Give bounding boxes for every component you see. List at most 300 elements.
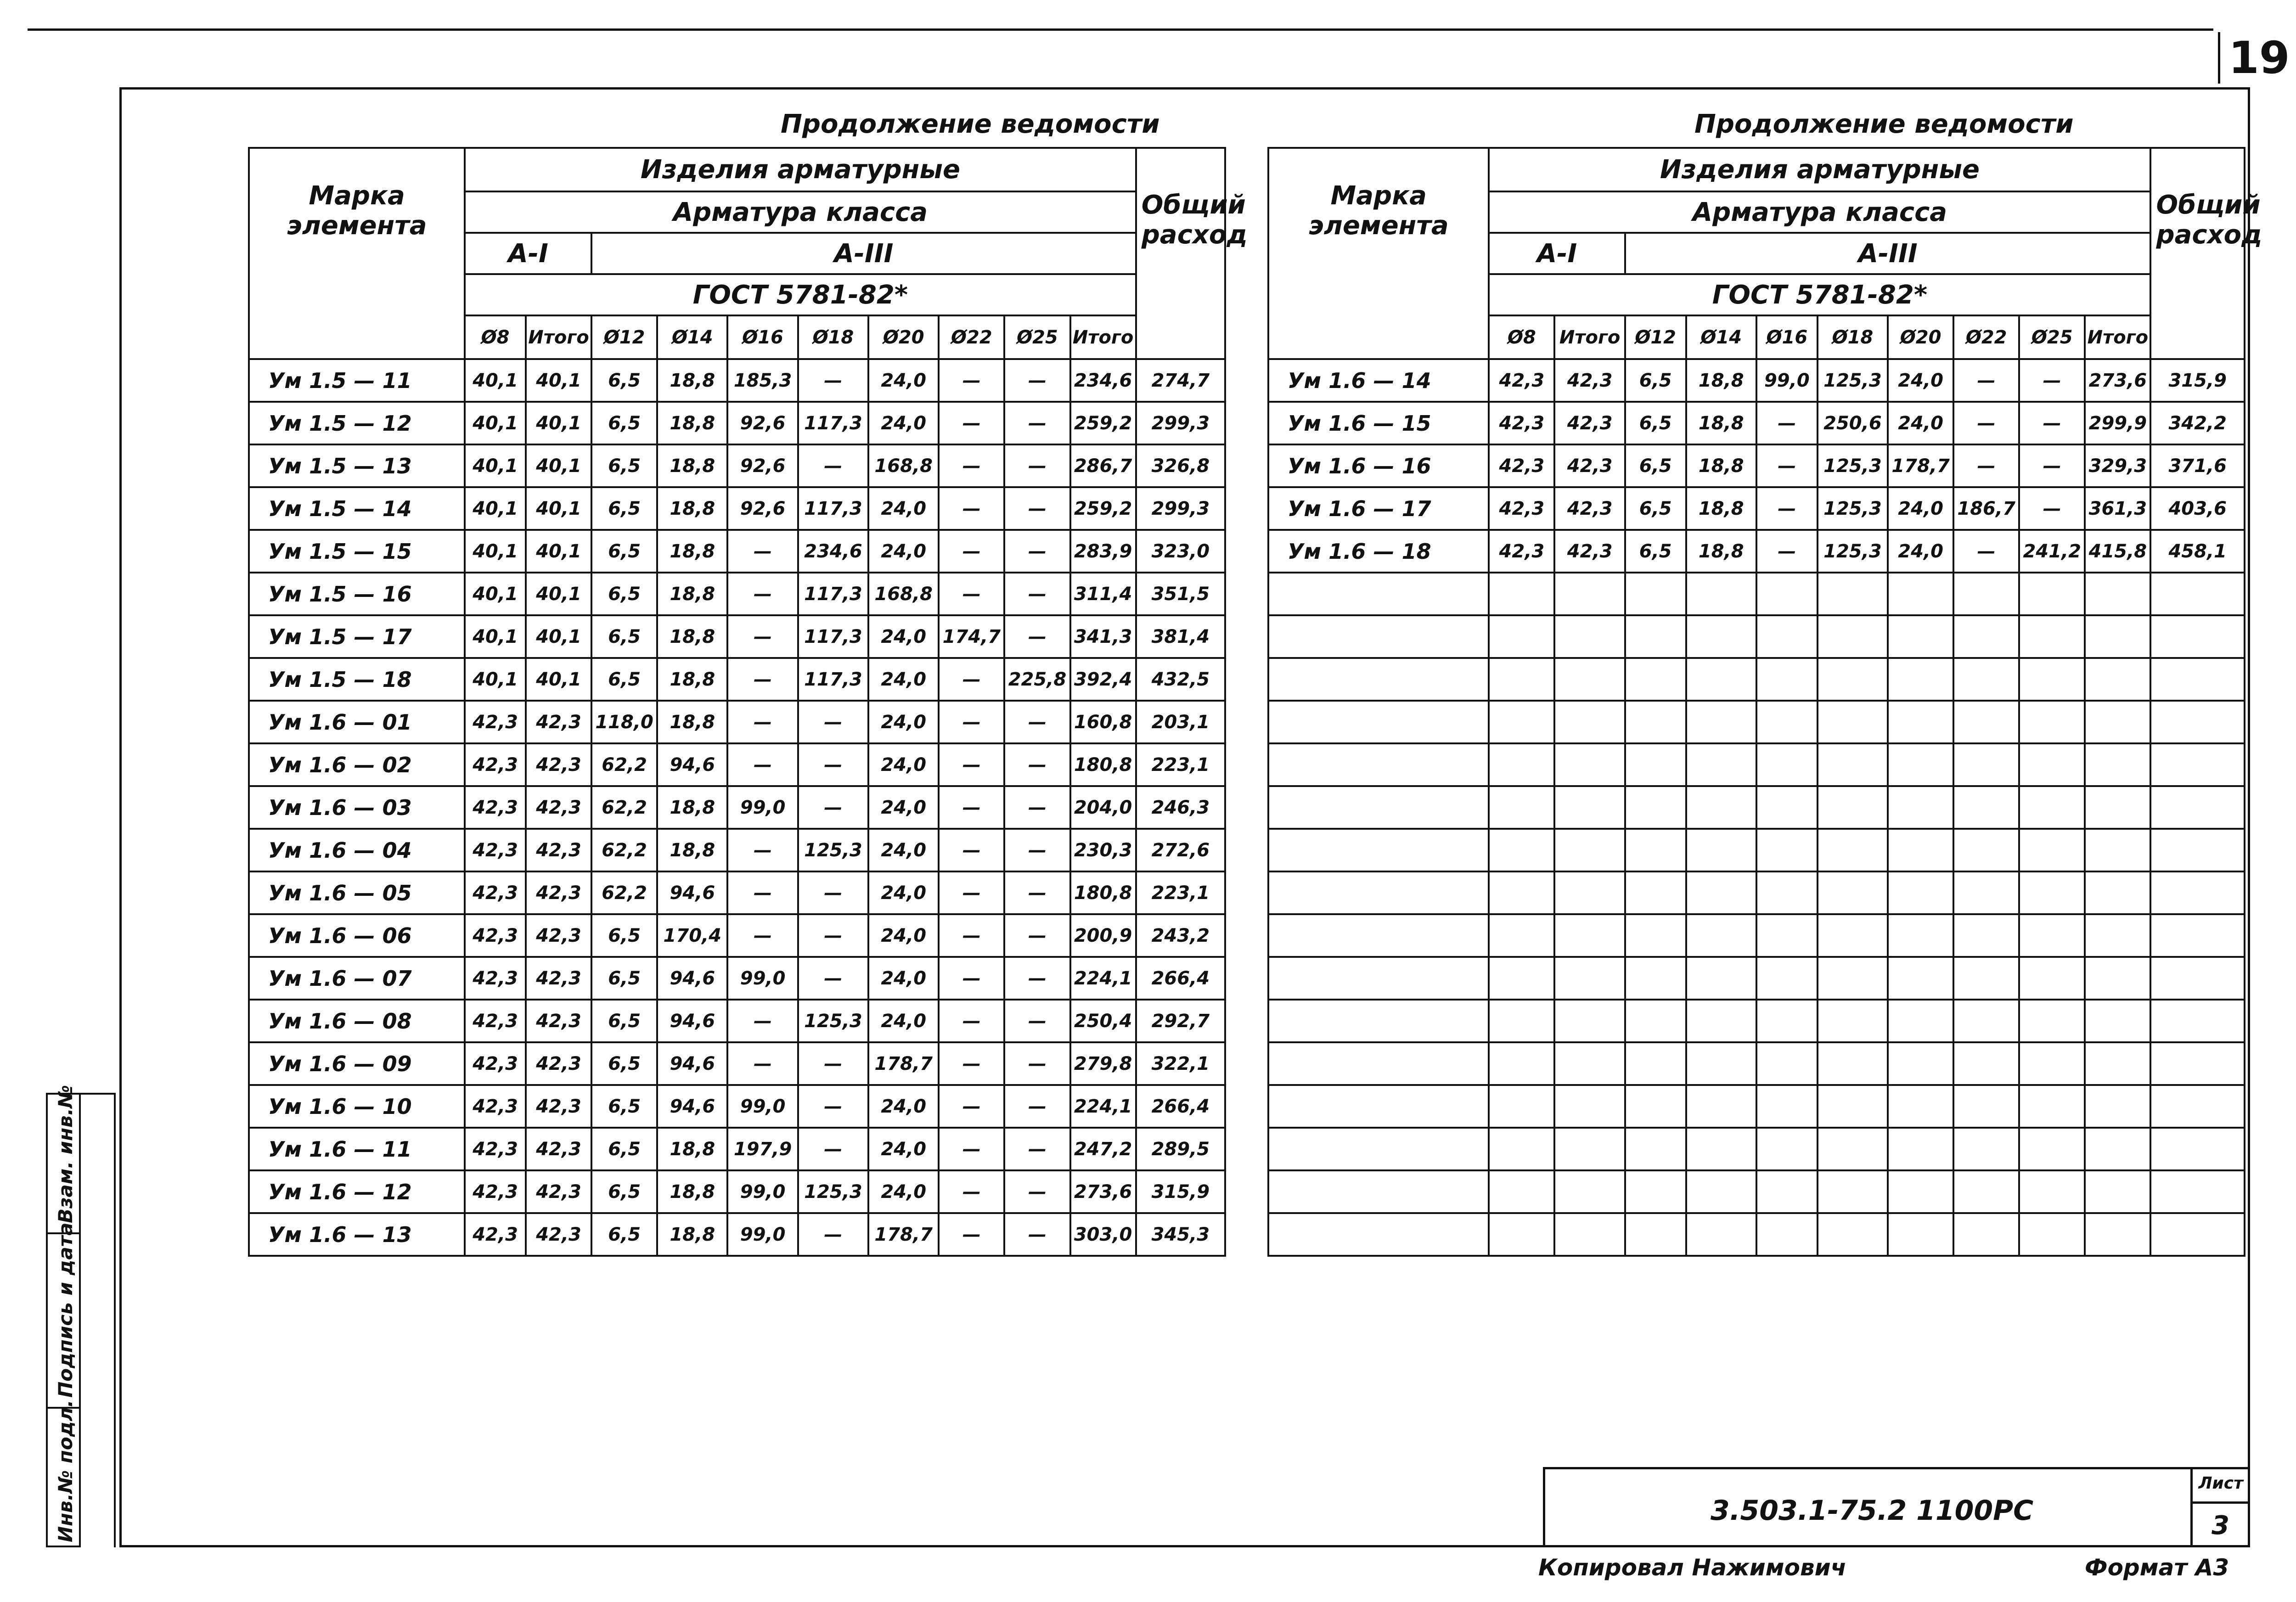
empty-cell (2150, 615, 2245, 658)
row-cell: 204,0 (1070, 786, 1136, 829)
empty-cell (2150, 786, 2245, 829)
right-header-a1: A-I (1489, 233, 1625, 274)
empty-cell (1489, 658, 1554, 701)
empty-cell (1625, 914, 1686, 957)
right-subheader-7: Ø22 (1953, 315, 2019, 359)
left-subheader-6: Ø20 (868, 315, 939, 359)
left-subheader-0: Ø8 (465, 315, 526, 359)
row-cell: 168,8 (868, 444, 939, 487)
row-cell: 6,5 (591, 444, 657, 487)
right-subheader-9: Итого (2085, 315, 2150, 359)
empty-cell (1818, 1000, 1888, 1042)
row-cell: — (1004, 1085, 1070, 1128)
empty-cell (1953, 957, 2019, 1000)
table-row (249, 444, 1225, 487)
row-cell: — (1004, 871, 1070, 914)
row-cell: 24,0 (868, 743, 939, 786)
right-header-mark: Марка элемента (1268, 148, 1489, 359)
row-cell: 345,3 (1136, 1213, 1225, 1256)
empty-cell (1756, 1213, 1818, 1256)
empty-cell (1489, 786, 1554, 829)
row-mark: Ум 1.5 — 13 (249, 444, 465, 487)
row-cell: — (727, 743, 798, 786)
row-cell: 42,3 (465, 829, 526, 871)
row-cell: 42,3 (1489, 530, 1554, 573)
left-subheader-5: Ø18 (798, 315, 868, 359)
empty-row (1268, 701, 2245, 743)
row-cell: — (1004, 829, 1070, 871)
row-cell: — (939, 957, 1004, 1000)
row-cell: — (798, 743, 868, 786)
row-cell: — (1004, 1042, 1070, 1085)
row-mark: Ум 1.6 — 05 (249, 871, 465, 914)
empty-row (1268, 743, 2245, 786)
side-strip (46, 1085, 81, 1547)
empty-cell (2019, 914, 2085, 957)
row-cell: 92,6 (727, 444, 798, 487)
row-cell: 18,8 (657, 359, 727, 402)
empty-row (1268, 914, 2245, 957)
table-row (1268, 487, 2245, 530)
empty-cell (2150, 743, 2245, 786)
row-cell: 203,1 (1136, 701, 1225, 743)
side-strip-replace: Взам. инв.№ (54, 1085, 77, 1223)
empty-cell (1818, 1170, 1888, 1213)
empty-cell (1268, 957, 1489, 1000)
empty-cell (1756, 1128, 1818, 1170)
row-cell: — (1004, 615, 1070, 658)
row-cell: 42,3 (1489, 444, 1554, 487)
row-cell: — (939, 402, 1004, 444)
row-cell: 42,3 (526, 743, 591, 786)
row-cell: 99,0 (1756, 359, 1818, 402)
right-subheader-6: Ø20 (1888, 315, 1953, 359)
table-row (249, 530, 1225, 573)
empty-cell (1756, 658, 1818, 701)
row-cell: 24,0 (868, 359, 939, 402)
empty-cell (1818, 573, 1888, 615)
empty-cell (1268, 914, 1489, 957)
row-mark: Ум 1.6 — 18 (1268, 530, 1489, 573)
right-caption: Продолжение ведомости (1694, 109, 2074, 139)
empty-cell (2085, 829, 2150, 871)
empty-row (1268, 1000, 2245, 1042)
empty-cell (1818, 1085, 1888, 1128)
sheet-label: Лист (2198, 1474, 2243, 1493)
empty-cell (1625, 1000, 1686, 1042)
right-subheader-2: Ø12 (1625, 315, 1686, 359)
empty-cell (2019, 1170, 2085, 1213)
row-cell: 24,0 (868, 957, 939, 1000)
row-cell: 6,5 (591, 402, 657, 444)
table-row (249, 1042, 1225, 1085)
empty-cell (1686, 615, 1756, 658)
row-cell: 42,3 (1489, 487, 1554, 530)
row-cell: 40,1 (526, 402, 591, 444)
empty-cell (1953, 573, 2019, 615)
row-mark: Ум 1.6 — 14 (1268, 359, 1489, 402)
table-row (249, 786, 1225, 829)
row-cell: 160,8 (1070, 701, 1136, 743)
row-mark: Ум 1.6 — 02 (249, 743, 465, 786)
row-cell: 42,3 (1554, 402, 1625, 444)
row-cell: 94,6 (657, 743, 727, 786)
empty-cell (2019, 786, 2085, 829)
left-subheader-7: Ø22 (939, 315, 1004, 359)
row-mark: Ум 1.6 — 06 (249, 914, 465, 957)
row-cell: 42,3 (465, 1042, 526, 1085)
row-cell: 6,5 (1625, 402, 1686, 444)
row-cell: 174,7 (939, 615, 1004, 658)
empty-cell (1686, 871, 1756, 914)
row-cell: 125,3 (1818, 359, 1888, 402)
row-cell: 180,8 (1070, 871, 1136, 914)
side-strip-rule (81, 1093, 116, 1547)
row-cell: 40,1 (465, 402, 526, 444)
empty-cell (1756, 871, 1818, 914)
row-cell: — (727, 871, 798, 914)
row-cell: — (727, 701, 798, 743)
row-cell: 329,3 (2085, 444, 2150, 487)
empty-cell (1953, 658, 2019, 701)
empty-cell (1953, 829, 2019, 871)
empty-cell (1953, 914, 2019, 957)
row-cell: 6,5 (591, 957, 657, 1000)
row-cell: — (939, 1042, 1004, 1085)
row-cell: 224,1 (1070, 957, 1136, 1000)
table-row (249, 573, 1225, 615)
empty-cell (1268, 743, 1489, 786)
table-row (249, 1213, 1225, 1256)
row-cell: 178,7 (1888, 444, 1953, 487)
table-row (249, 615, 1225, 658)
row-mark: Ум 1.5 — 18 (249, 658, 465, 701)
left-subheader-2: Ø12 (591, 315, 657, 359)
row-cell: 18,8 (657, 402, 727, 444)
empty-cell (1888, 1170, 1953, 1213)
row-cell: 42,3 (526, 1042, 591, 1085)
row-cell: — (2019, 359, 2085, 402)
row-cell: 40,1 (465, 444, 526, 487)
empty-cell (1953, 701, 2019, 743)
row-cell: 18,8 (657, 701, 727, 743)
row-cell: — (939, 359, 1004, 402)
empty-cell (2150, 1213, 2245, 1256)
row-cell: 6,5 (591, 615, 657, 658)
row-cell: 200,9 (1070, 914, 1136, 957)
row-cell: 125,3 (798, 829, 868, 871)
row-cell: — (1004, 1213, 1070, 1256)
row-cell: 42,3 (526, 1213, 591, 1256)
row-cell: 250,4 (1070, 1000, 1136, 1042)
row-cell: 99,0 (727, 786, 798, 829)
row-mark: Ум 1.6 — 10 (249, 1085, 465, 1128)
row-cell: — (1004, 1000, 1070, 1042)
row-cell: 283,9 (1070, 530, 1136, 573)
row-cell: — (939, 829, 1004, 871)
empty-cell (1268, 701, 1489, 743)
empty-cell (1888, 957, 1953, 1000)
left-subheader-4: Ø16 (727, 315, 798, 359)
empty-cell (1554, 1213, 1625, 1256)
row-cell: 42,3 (1554, 530, 1625, 573)
row-cell: — (1004, 573, 1070, 615)
empty-cell (1756, 1170, 1818, 1213)
empty-cell (1268, 1000, 1489, 1042)
row-cell: 18,8 (1686, 530, 1756, 573)
row-cell: 279,8 (1070, 1042, 1136, 1085)
right-header-total: Общий расход (2150, 148, 2245, 359)
empty-cell (2085, 786, 2150, 829)
empty-cell (1686, 914, 1756, 957)
empty-cell (1953, 1085, 2019, 1128)
row-cell: 42,3 (526, 871, 591, 914)
row-cell: 24,0 (868, 1000, 939, 1042)
row-cell: — (1756, 444, 1818, 487)
row-cell: — (727, 658, 798, 701)
row-cell: — (727, 1000, 798, 1042)
row-cell: 392,4 (1070, 658, 1136, 701)
empty-cell (2019, 1128, 2085, 1170)
empty-cell (1554, 1000, 1625, 1042)
row-cell: 42,3 (465, 701, 526, 743)
row-cell: 250,6 (1818, 402, 1888, 444)
left-header-a3: A-III (591, 233, 1136, 274)
right-header-products: Изделия арматурные (1489, 148, 2150, 191)
row-cell: 24,0 (1888, 359, 1953, 402)
row-cell: 234,6 (798, 530, 868, 573)
sheet-number: 19 (2218, 32, 2290, 84)
empty-cell (2150, 1128, 2245, 1170)
empty-cell (1818, 914, 1888, 957)
row-cell: — (939, 786, 1004, 829)
left-header-products: Изделия арматурные (465, 148, 1136, 191)
empty-cell (2019, 573, 2085, 615)
empty-cell (1888, 786, 1953, 829)
row-cell: 223,1 (1136, 743, 1225, 786)
row-cell: 6,5 (591, 914, 657, 957)
empty-cell (1888, 615, 1953, 658)
row-cell: 94,6 (657, 1042, 727, 1085)
empty-cell (2085, 1213, 2150, 1256)
row-cell: — (798, 871, 868, 914)
row-cell: 94,6 (657, 1000, 727, 1042)
row-cell: 24,0 (1888, 487, 1953, 530)
row-cell: — (1004, 530, 1070, 573)
row-cell: 40,1 (465, 359, 526, 402)
row-cell: — (939, 1000, 1004, 1042)
empty-cell (1268, 658, 1489, 701)
row-cell: 42,3 (465, 1170, 526, 1213)
empty-cell (2085, 1000, 2150, 1042)
empty-cell (1686, 829, 1756, 871)
row-mark: Ум 1.5 — 16 (249, 573, 465, 615)
row-cell: 40,1 (465, 530, 526, 573)
empty-cell (1756, 573, 1818, 615)
empty-cell (1756, 1042, 1818, 1085)
empty-cell (1268, 573, 1489, 615)
empty-cell (1268, 786, 1489, 829)
empty-cell (1818, 1042, 1888, 1085)
empty-cell (1818, 615, 1888, 658)
row-cell: 24,0 (868, 871, 939, 914)
empty-cell (1888, 573, 1953, 615)
empty-cell (1686, 1000, 1756, 1042)
row-cell: 24,0 (868, 615, 939, 658)
empty-cell (2085, 1042, 2150, 1085)
empty-cell (1888, 914, 1953, 957)
row-cell: 170,4 (657, 914, 727, 957)
row-cell: — (798, 359, 868, 402)
row-mark: Ум 1.6 — 12 (249, 1170, 465, 1213)
row-cell: — (1953, 444, 2019, 487)
top-rule (28, 28, 2213, 31)
row-cell: — (1004, 1128, 1070, 1170)
empty-cell (1818, 829, 1888, 871)
empty-cell (1268, 1042, 1489, 1085)
row-cell: 40,1 (526, 359, 591, 402)
row-cell: 6,5 (1625, 487, 1686, 530)
row-cell: 180,8 (1070, 743, 1136, 786)
empty-cell (1953, 1170, 2019, 1213)
row-cell: 289,5 (1136, 1128, 1225, 1170)
empty-cell (2150, 1170, 2245, 1213)
row-cell: 62,2 (591, 829, 657, 871)
empty-row (1268, 573, 2245, 615)
empty-cell (2150, 573, 2245, 615)
empty-cell (1686, 573, 1756, 615)
row-cell: 6,5 (591, 1085, 657, 1128)
empty-cell (1818, 1128, 1888, 1170)
row-cell: — (1004, 487, 1070, 530)
empty-cell (1686, 1213, 1756, 1256)
right-table (1267, 147, 2262, 1257)
empty-cell (1953, 871, 2019, 914)
empty-cell (1625, 1128, 1686, 1170)
row-cell: 292,7 (1136, 1000, 1225, 1042)
row-cell: 92,6 (727, 402, 798, 444)
row-cell: 42,3 (526, 1170, 591, 1213)
empty-cell (1625, 786, 1686, 829)
row-cell: — (1004, 957, 1070, 1000)
row-cell: 6,5 (591, 1213, 657, 1256)
row-cell: 99,0 (727, 1085, 798, 1128)
empty-cell (1554, 786, 1625, 829)
row-cell: 42,3 (1554, 487, 1625, 530)
row-cell: 62,2 (591, 786, 657, 829)
row-cell: 42,3 (1489, 359, 1554, 402)
row-cell: 6,5 (1625, 530, 1686, 573)
row-cell: 18,8 (1686, 359, 1756, 402)
row-cell: 40,1 (465, 573, 526, 615)
row-mark: Ум 1.6 — 01 (249, 701, 465, 743)
row-cell: 42,3 (526, 1000, 591, 1042)
empty-cell (2085, 914, 2150, 957)
empty-cell (1489, 829, 1554, 871)
empty-cell (1818, 658, 1888, 701)
row-cell: 40,1 (465, 658, 526, 701)
row-cell: 224,1 (1070, 1085, 1136, 1128)
right-header-a3: A-III (1625, 233, 2151, 274)
table-row (249, 914, 1225, 957)
empty-row (1268, 1042, 2245, 1085)
row-cell: 6,5 (591, 530, 657, 573)
row-cell: — (727, 573, 798, 615)
row-cell: 315,9 (2150, 359, 2245, 402)
row-cell: 94,6 (657, 957, 727, 1000)
row-cell: — (798, 701, 868, 743)
row-cell: 274,7 (1136, 359, 1225, 402)
row-cell: 186,7 (1953, 487, 2019, 530)
row-cell: — (1004, 1170, 1070, 1213)
empty-cell (1489, 1128, 1554, 1170)
row-cell: 18,8 (657, 1170, 727, 1213)
row-cell: — (1004, 743, 1070, 786)
empty-cell (1489, 701, 1554, 743)
row-cell: 299,3 (1136, 487, 1225, 530)
right-subheader-4: Ø16 (1756, 315, 1818, 359)
row-cell: 341,3 (1070, 615, 1136, 658)
row-cell: 259,2 (1070, 487, 1136, 530)
empty-cell (1554, 871, 1625, 914)
row-cell: — (939, 914, 1004, 957)
row-cell: 6,5 (591, 658, 657, 701)
row-cell: 24,0 (868, 487, 939, 530)
empty-cell (2150, 1000, 2245, 1042)
empty-cell (1554, 957, 1625, 1000)
row-mark: Ум 1.5 — 14 (249, 487, 465, 530)
empty-cell (2019, 743, 2085, 786)
row-cell: — (2019, 402, 2085, 444)
empty-cell (1489, 1170, 1554, 1213)
row-cell: 42,3 (526, 914, 591, 957)
empty-cell (1953, 1213, 2019, 1256)
row-cell: — (2019, 487, 2085, 530)
row-cell: — (1756, 402, 1818, 444)
row-cell: 18,8 (657, 487, 727, 530)
empty-cell (2019, 1042, 2085, 1085)
table-row (249, 743, 1225, 786)
empty-cell (1818, 701, 1888, 743)
empty-cell (1818, 743, 1888, 786)
left-subheader-1: Итого (526, 315, 591, 359)
row-cell: 40,1 (526, 573, 591, 615)
row-cell: 266,4 (1136, 1085, 1225, 1128)
row-cell: 225,8 (1004, 658, 1070, 701)
row-cell: — (798, 914, 868, 957)
empty-cell (2019, 1000, 2085, 1042)
row-cell: 230,3 (1070, 829, 1136, 871)
row-cell: 42,3 (1554, 359, 1625, 402)
row-cell: 223,1 (1136, 871, 1225, 914)
row-mark: Ум 1.6 — 09 (249, 1042, 465, 1085)
row-cell: — (939, 1128, 1004, 1170)
row-cell: 303,0 (1070, 1213, 1136, 1256)
row-cell: 24,0 (868, 914, 939, 957)
row-cell: 6,5 (1625, 444, 1686, 487)
copied-by: Копировал Нажимович (1538, 1554, 1846, 1581)
row-cell: 94,6 (657, 1085, 727, 1128)
right-subheader-3: Ø14 (1686, 315, 1756, 359)
row-cell: 6,5 (591, 1000, 657, 1042)
row-cell: 351,5 (1136, 573, 1225, 615)
row-cell: 62,2 (591, 743, 657, 786)
row-cell: — (727, 829, 798, 871)
table-row (249, 1085, 1225, 1128)
empty-cell (2150, 871, 2245, 914)
table-row (249, 658, 1225, 701)
empty-cell (1888, 829, 1953, 871)
